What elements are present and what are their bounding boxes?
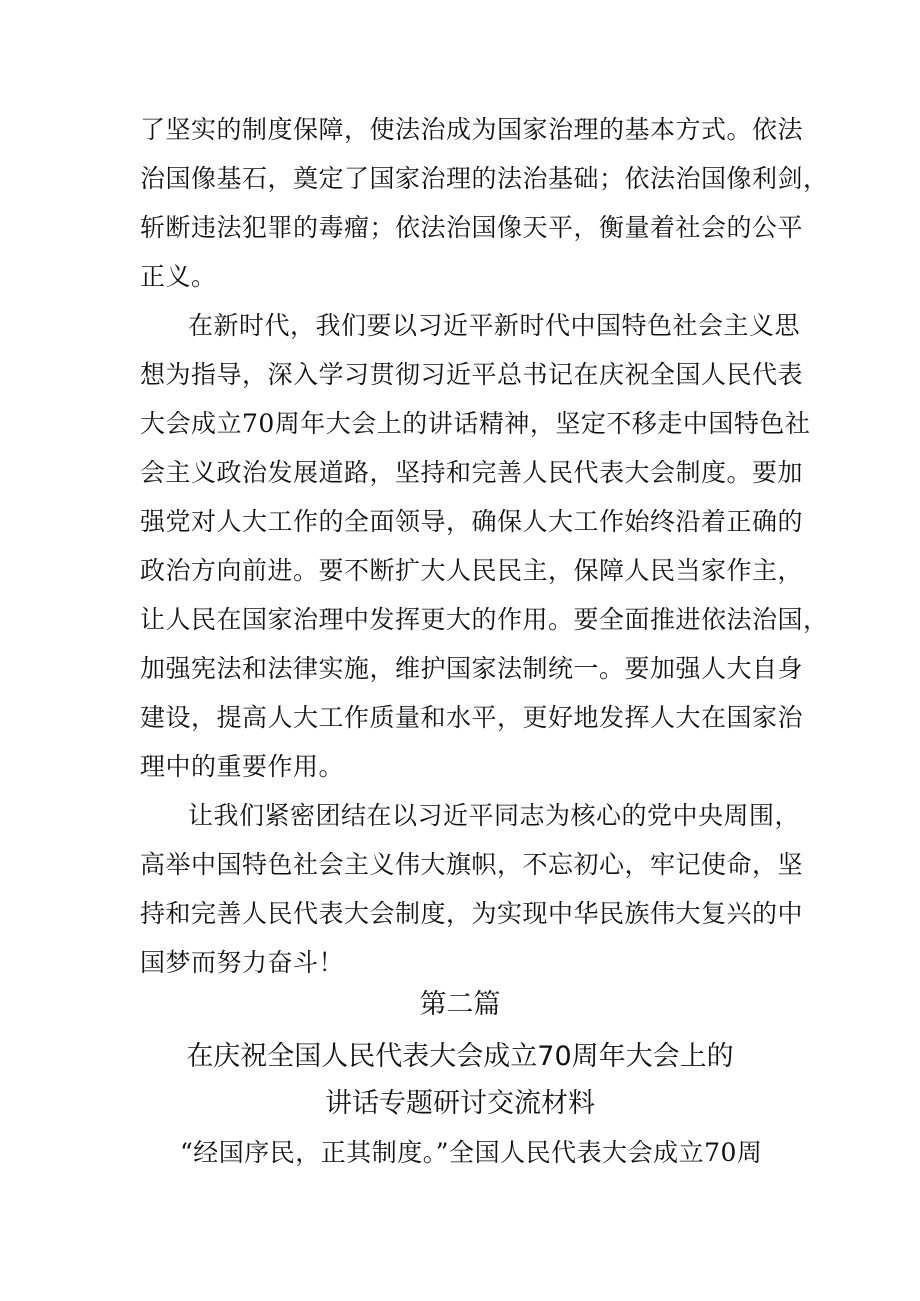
section-label: 第二篇	[419, 989, 501, 1020]
paragraph-line: 正义。	[140, 262, 217, 291]
paragraph-line: 了坚实的制度保障，使法治成为国家治理的基本方式。依法	[140, 115, 804, 144]
paragraph-line: 让人民在国家治理中发挥更大的作用。要全面推进依法治国，	[140, 605, 829, 634]
paragraph-line: 强党对人大工作的全面领导，确保人大工作始终沿着正确的	[140, 507, 804, 536]
paragraph-line: 建设，提高人大工作质量和水平，更好地发挥人大在国家治	[140, 703, 804, 732]
section-title-line1: 在庆祝全国人民代表大会成立70周年大会上的	[186, 1041, 734, 1072]
paragraph-line: 想为指导，深入学习贯彻习近平总书记在庆祝全国人民代表	[140, 360, 804, 389]
paragraph-line: 会主义政治发展道路，坚持和完善人民代表大会制度。要加	[140, 458, 804, 487]
paragraph-line: 斩断违法犯罪的毒瘤；依法治国像天平，衡量着社会的公平	[140, 213, 804, 242]
paragraph-line: “经国序民，正其制度。”全国人民代表大会成立70周	[180, 1138, 763, 1167]
paragraph-line: 政治方向前进。要不断扩大人民民主，保障人民当家作主，	[140, 556, 804, 585]
paragraph-line: 加强宪法和法律实施，维护国家法制统一。要加强人大自身	[140, 654, 804, 683]
paragraph-line: 让我们紧密团结在以习近平同志为核心的党中央周围，	[188, 801, 801, 830]
paragraph-line: 在新时代，我们要以习近平新时代中国特色社会主义思	[188, 311, 801, 340]
paragraph-line: 高举中国特色社会主义伟大旗帜，不忘初心，牢记使命，坚	[140, 850, 804, 879]
paragraph-line: 治国像基石，奠定了国家治理的法治基础；依法治国像利剑，	[140, 164, 829, 193]
paragraph-line: 大会成立70周年大会上的讲话精神，坚定不移走中国特色社	[140, 409, 811, 438]
paragraph-line: 理中的重要作用。	[140, 752, 345, 781]
paragraph-line: 持和完善人民代表大会制度，为实现中华民族伟大复兴的中	[140, 899, 804, 928]
paragraph-line: 国梦而努力奋斗！	[140, 948, 345, 977]
section-title-line2: 讲话专题研讨交流材料	[325, 1088, 595, 1119]
